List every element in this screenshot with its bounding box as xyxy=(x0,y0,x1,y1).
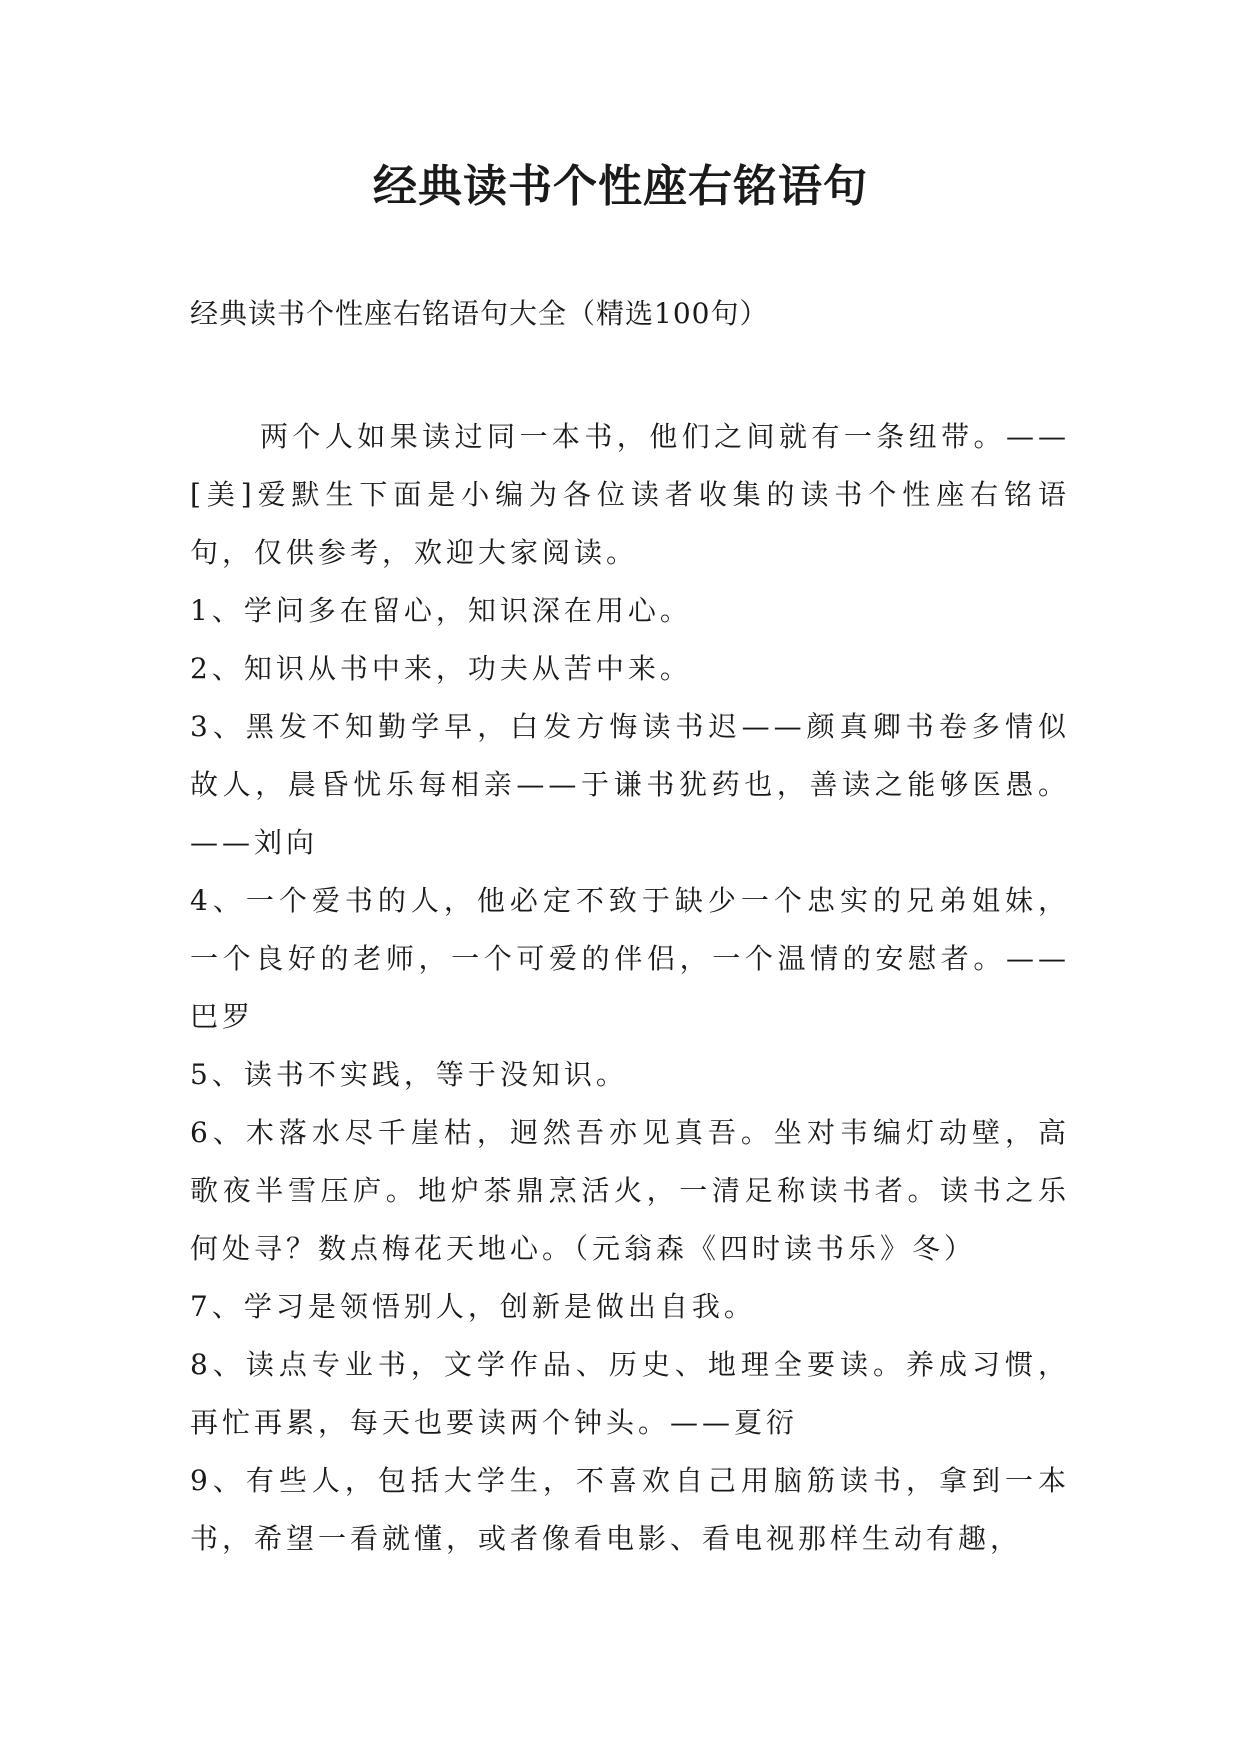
list-item: 1、学问多在留心，知识深在用心。 xyxy=(190,594,692,627)
list-item: 7、学习是领悟别人，创新是做出自我。 xyxy=(190,1290,756,1323)
list-item: 3、黑发不知勤学早，白发方悔读书迟——颜真卿书卷多情似故人，晨昏忧乐每相亲——于谦书犹药也，善读之能够医愚。——刘向 xyxy=(190,710,1070,859)
intro-paragraph: 两个人如果读过同一本书，他们之间就有一条纽带。——[美]爱默生下面是小编为各位读者收集的读书个性座右铭语句，仅供参考，欢迎大家阅读。 xyxy=(190,420,1070,569)
document-body xyxy=(190,408,1070,1568)
list-item: 9、有些人，包括大学生，不喜欢自己用脑筋读书，拿到一本书，希望一看就懂，或者像看电影、看电视那样生动有趣， xyxy=(190,1464,1070,1555)
document-title: 经典读书个性座右铭语句 xyxy=(373,161,868,212)
list-item: 2、知识从书中来，功夫从苦中来。 xyxy=(190,652,692,685)
list-item: 5、读书不实践，等于没知识。 xyxy=(190,1058,628,1091)
document-subtitle: 经典读书个性座右铭语句大全（精选100句） xyxy=(190,297,769,330)
list-item: 4、一个爱书的人，他必定不致于缺少一个忠实的兄弟姐妹，一个良好的老师，一个可爱的伴侣，一个温情的安慰者。——巴罗 xyxy=(190,884,1070,1033)
list-item: 6、木落水尽千崖枯，迥然吾亦见真吾。坐对韦编灯动壁，高歌夜半雪压庐。地炉茶鼎烹活火，一清足称读书者。读书之乐何处寻？数点梅花天地心。（元翁森《四时读书乐》冬） xyxy=(190,1116,1070,1265)
list-item: 8、读点专业书，文学作品、历史、地理全要读。养成习惯，再忙再累，每天也要读两个钟头。——夏衍 xyxy=(190,1348,1070,1439)
